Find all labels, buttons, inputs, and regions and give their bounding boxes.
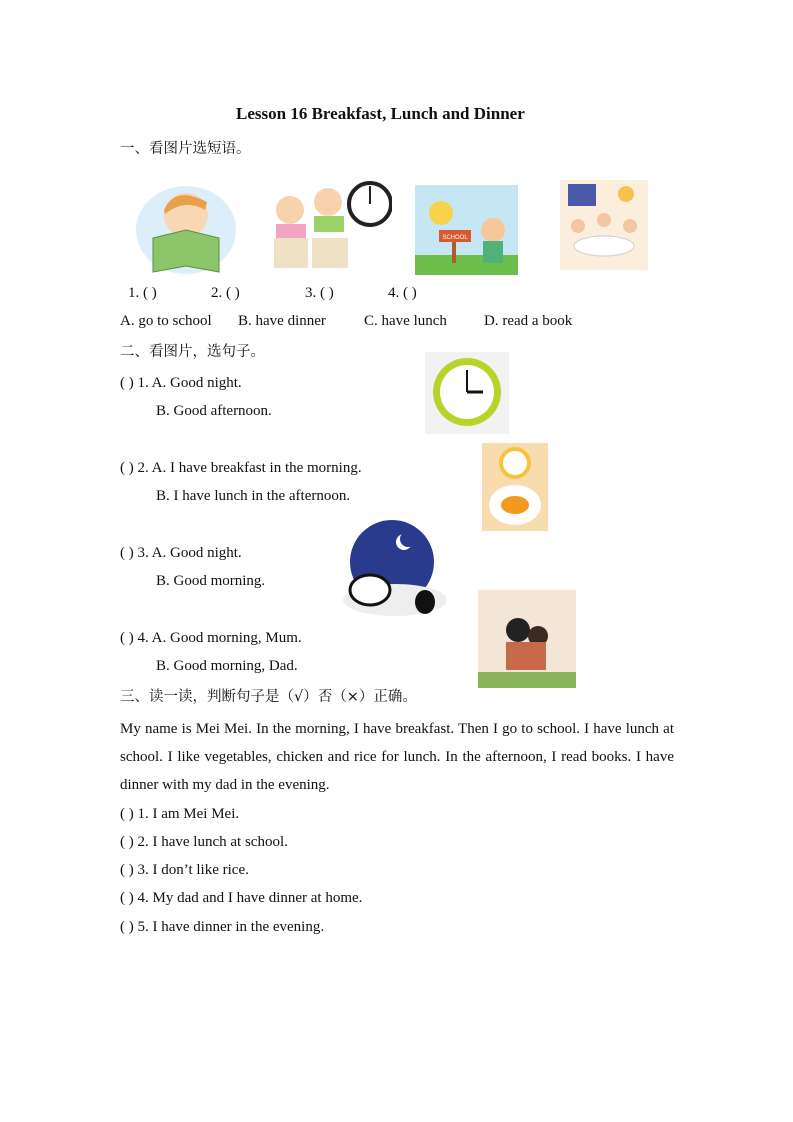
mother-child-image bbox=[478, 590, 576, 688]
family-dinner-image bbox=[560, 180, 648, 270]
breakfast-plate-image bbox=[482, 443, 548, 531]
blank-2[interactable]: 2. ( ) bbox=[211, 285, 240, 301]
option-b: B. have dinner bbox=[238, 313, 326, 329]
question-4: ( ) 4. A. Good morning, Mum. bbox=[120, 630, 302, 646]
judge-item-1: ( ) 1. I am Mei Mei. bbox=[120, 806, 240, 822]
question-2-option-b: B. I have lunch in the afternoon. bbox=[156, 488, 351, 504]
question-4-option-b: B. Good morning, Dad. bbox=[156, 658, 298, 674]
option-a: A. go to school bbox=[120, 313, 212, 329]
sleeping-panda-image bbox=[340, 520, 456, 618]
blank-4[interactable]: 4. ( ) bbox=[388, 285, 417, 301]
reading-passage: My name is Mei Mei. In the morning, I have breakfast. Then I go to school. I have lunch at school. I like vegetables, chicken and rice for lunch. In the afternoon, I read books. I have dinner with my dad in the evening. bbox=[120, 721, 674, 793]
go-to-school-image bbox=[415, 185, 518, 275]
option-c: C. have lunch bbox=[364, 313, 447, 329]
judge-item-5: ( ) 5. I have dinner in the evening. bbox=[120, 919, 325, 935]
judge-item-3: ( ) 3. I don’t like rice. bbox=[120, 862, 249, 878]
question-1: ( ) 1. A. Good night. bbox=[120, 375, 242, 391]
boy-reading-image bbox=[135, 180, 237, 276]
page-title: Lesson 16 Breakfast, Lunch and Dinner bbox=[236, 104, 525, 123]
blank-3[interactable]: 3. ( ) bbox=[305, 285, 334, 301]
section1-heading: 一、看图片选短语。 bbox=[120, 141, 251, 157]
judge-item-2: ( ) 2. I have lunch at school. bbox=[120, 834, 288, 850]
question-3-option-b: B. Good morning. bbox=[156, 573, 266, 589]
kids-lunch-clock-image bbox=[270, 180, 392, 272]
section2-heading: 二、看图片，选句子。 bbox=[120, 344, 265, 360]
school-sign-text: SCHOOL bbox=[442, 235, 468, 241]
question-2: ( ) 2. A. I have breakfast in the morning. bbox=[120, 460, 362, 476]
section3-heading: 三、读一读，判断句子是（√）否（×）正确。 bbox=[120, 689, 417, 705]
alarm-clock-image bbox=[425, 352, 509, 434]
question-1-option-b: B. Good afternoon. bbox=[156, 403, 272, 419]
blank-1[interactable]: 1. ( ) bbox=[128, 285, 157, 301]
question-3: ( ) 3. A. Good night. bbox=[120, 545, 242, 561]
judge-item-4: ( ) 4. My dad and I have dinner at home. bbox=[120, 890, 363, 906]
option-d: D. read a book bbox=[484, 313, 573, 329]
